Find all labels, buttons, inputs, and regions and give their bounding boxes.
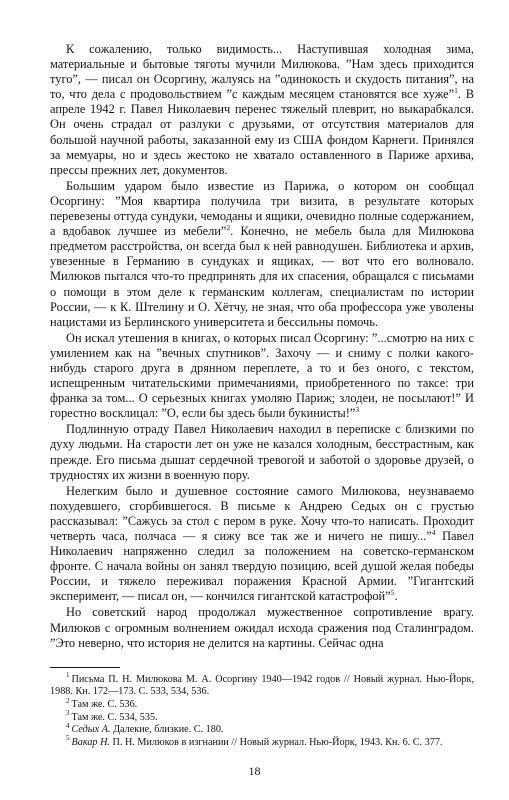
paragraph-5-rest: Павел Николаевич напряженно следил за положением на советско-германском фронте. С начала войны он занял твердую позицию, всей душой желая победы России, и тяжело переживал поражения Красной Армии. ”Гигантский эксперимент, — писал он, — кончился гигантской катастрофой” [50, 529, 474, 604]
footnote-number: 4 [66, 721, 70, 730]
paragraph-5-text: Нелегким было и душевное состояние самого Милюкова, неузнаваемо похудевшего, сгорбившегося. В письме к Андрею Седых он с грустью рассказывал: ”Сажусь за стол с пером в руке. Хочу что-то написать. Проходит четверть часа, полчаса — я сижу все так же и ничего не пишу...” [50, 483, 474, 543]
paragraph-2-text: Большим ударом было известие из Парижа, о котором он сообщал Осоргину: ”Моя квартира получила три визита, в результате которых перевезены оттуда сундуки, чемоданы и ящики, очевидно полные содержанием, а вдобавок лучшее из мебели” [50, 178, 474, 239]
footnote-number: 1 [66, 671, 70, 680]
paragraph-3-text: Он искал утешения в книгах, о которых писал Осоргину: ”...смотрю на них с умилением как на ”вечных спутников”. Захочу — и сниму с полки какого-нибудь старого друга в дрянном переплете, а то и без оного, с текстом, испещренным читательскими примечаниями, приобретенного по таксе: три франка за том... О серьезных книгах умоляю Париж; злодеи, не посылают!” И горестно восклицал: ”О, если бы здесь были букинисты!” [50, 330, 474, 421]
paragraph-1-rest: . В апреле 1942 г. Павел Николаевич перенес тяжелый плеврит, но выкарабкался. Он очень страдал от разлуки с друзьями, от отсутствия материалов для большой научной работы, заказанной ему из США фондом Карнеги. Принялся за мемуары, но и здесь жестоко не хватало оставленного в Париже архива, прессы прежних лет, документов. [50, 87, 474, 177]
footnotes [50, 671, 474, 750]
footnote-4 [50, 721, 474, 737]
paragraph-1 [50, 42, 474, 178]
paragraph-5-end: . [394, 589, 398, 604]
footnote-divider [50, 667, 120, 668]
footnote-5 [50, 734, 474, 750]
paragraph-4 [50, 422, 474, 482]
page-body [50, 42, 474, 749]
footnote-number: 3 [66, 709, 70, 718]
paragraph-1-text: К сожалению, только видимость... Наступившая холодная зима, материальные и бытовые тяготы мучили Милюкова. ”Нам здесь приходится туго”, — писал он Осоргину, жалуясь на ”одинокость и скудость питания”, на то, что дела с продовольствием ”с каждым месяцем становятся все хуже” [50, 42, 474, 102]
paragraph-6-text: Но советский народ продолжал мужественное сопротивление врагу. Милюков с огромным волнением ожидал исхода сражения под Сталинградом. ”Это неверно, что история не делится на картины. Сейчас одна [50, 605, 474, 650]
paragraph-4-text: Подлинную отраду Павел Николаевич находил в переписке с близкими по духу людьми. На старости лет он уже не казался холодным, бесстрастным, как прежде. Его письма дышат сердечной тревогой и заботой о здоровье друзей, о трудностях их жизни в военную пору. [50, 422, 474, 482]
paragraph-6 [50, 605, 474, 650]
footnote-text: Там же. С. 534, 535. [71, 711, 158, 723]
footnote-ref-4: 4 [431, 527, 436, 537]
footnote-3 [50, 709, 474, 725]
footnote-author: Седых А. [71, 724, 111, 736]
footnote-ref-2: 2 [226, 223, 231, 232]
footnote-number: 5 [66, 734, 70, 743]
footnote-ref-1: 1 [454, 86, 458, 96]
footnote-text: П. Н. Милюков в изгнании // Новый журнал. Нью-Йорк, 1943. Кн. 6. С. 377. [109, 736, 443, 748]
paragraph-2 [50, 179, 474, 330]
footnote-2 [50, 696, 474, 712]
page-number: 18 [248, 764, 261, 778]
footnote-text: Письма П. Н. Милюкова М. А. Осоргину 1940—1942 годов // Новый журнал. Нью-Йорк, 1988. Кн. 172—173. С. 533, 534, 536. [50, 673, 474, 698]
paragraph-5 [50, 484, 474, 605]
footnote-1 [50, 671, 474, 699]
footnote-author: Вакар Н. [71, 736, 110, 748]
footnote-text: Там же. С. 536. [71, 698, 138, 710]
footnote-ref-5: 5 [390, 588, 395, 598]
paragraph-2-rest: . Конечно, не мебель была для Милюкова предметом расстройства, он всегда был к ней равнодушен. Библиотека и архив, увезенные в Германию в сундуках и ящиках, — вот что его волновало. Милюков пытался что-то предпринять для их спасения, обращался с письмами о помощи в этом деле к германским коллегам, специалистам по истории России, — к К. Штелину и О. Хётчу, не зная, что оба профессора уже уволены нацистами из Берлинского университета и бессильны помочь. [50, 224, 474, 329]
paragraph-3 [50, 331, 474, 422]
footnote-ref-3: 3 [355, 405, 360, 415]
footnote-number: 2 [66, 696, 70, 705]
footnote-text: Далекие, близкие. С. 180. [110, 724, 224, 736]
